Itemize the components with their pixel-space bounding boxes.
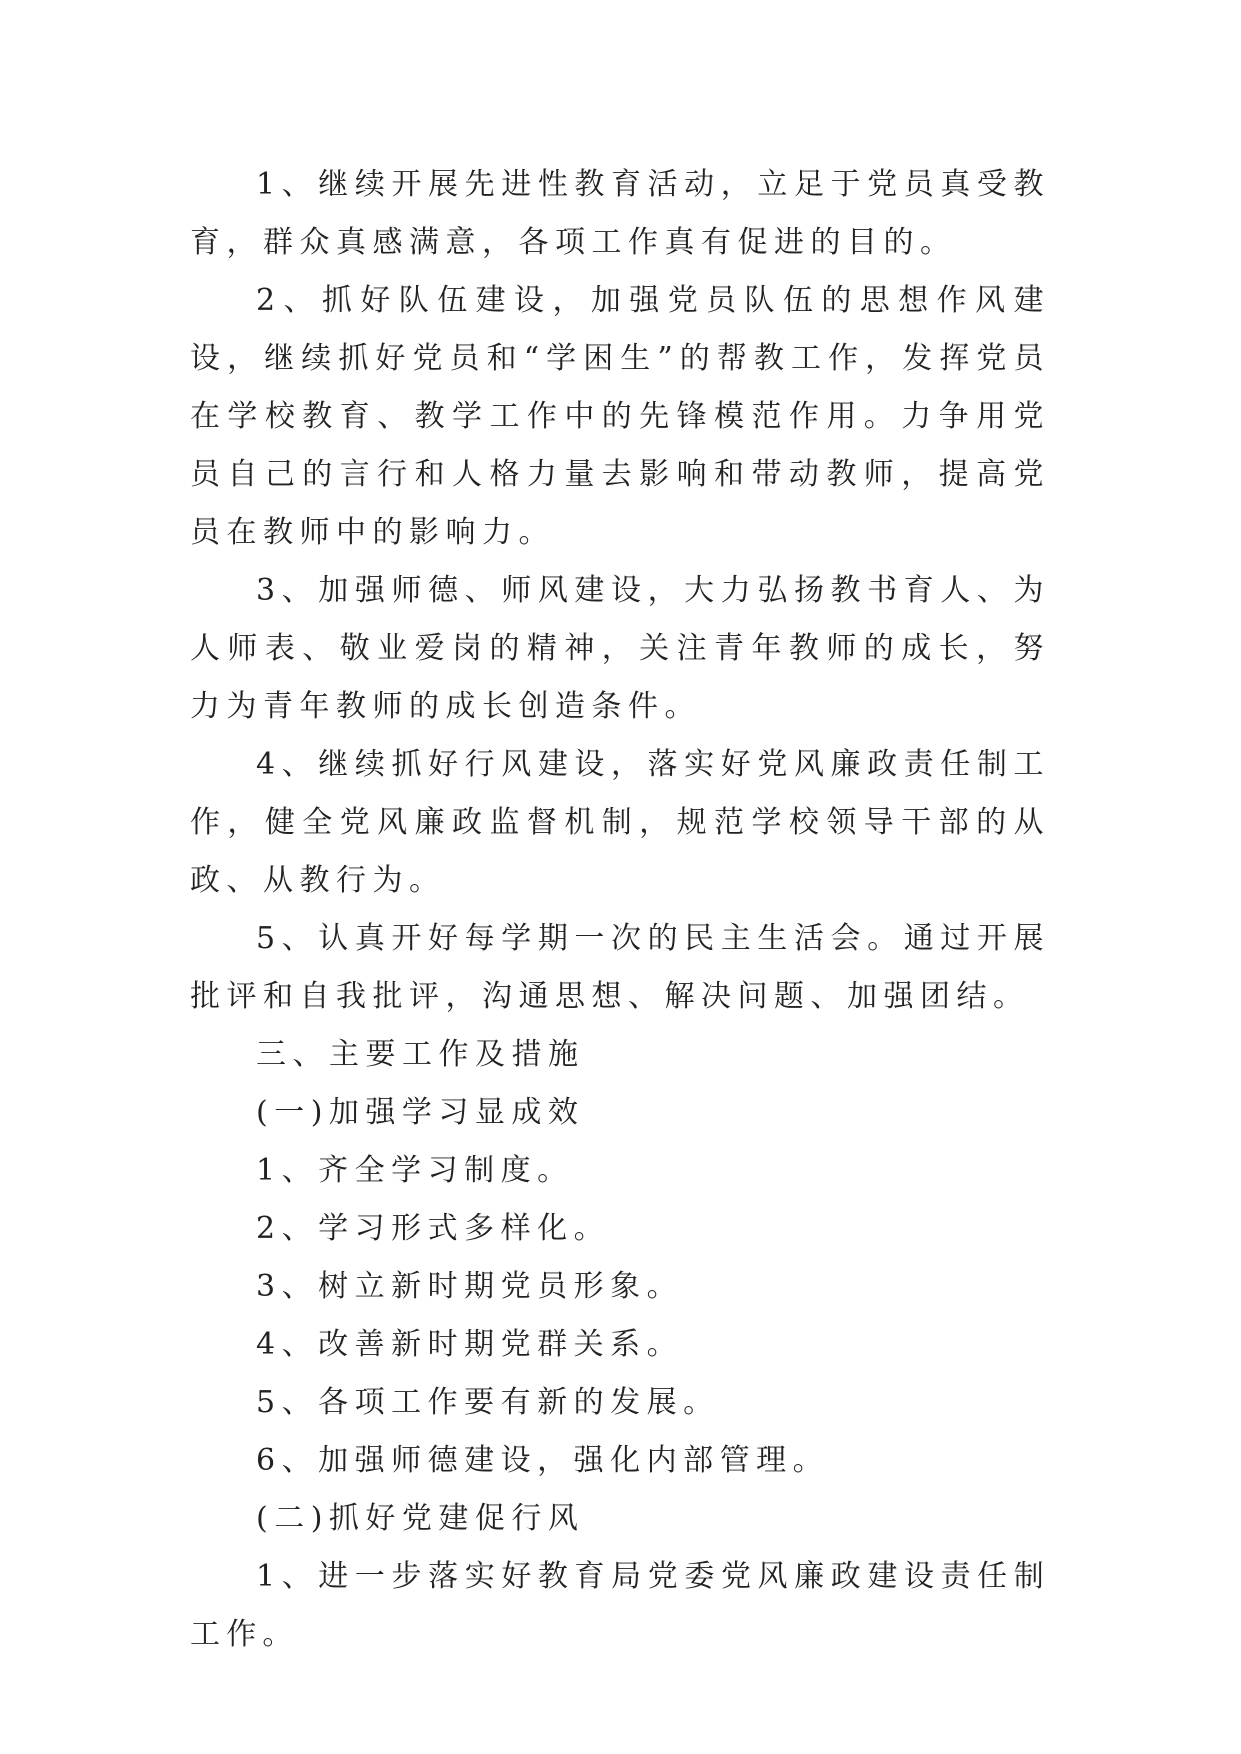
paragraph-3: 3、加强师德、师风建设，大力弘扬教书育人、为人师表、敬业爱岗的精神，关注青年教师的成长，努力为青年教师的成长创造条件。 <box>190 573 1050 724</box>
list-item-1: 1、齐全学习制度。 <box>256 1153 574 1188</box>
paragraph-4: 4、继续抓好行风建设，落实好党风廉政责任制工作，健全党风廉政监督机制，规范学校领导干部的从政、从教行为。 <box>190 747 1050 898</box>
document-body <box>190 156 1050 1664</box>
list-item-2: 2、学习形式多样化。 <box>256 1211 611 1246</box>
list-item-5: 5、各项工作要有新的发展。 <box>256 1385 720 1420</box>
section-heading-3: 三、主要工作及措施 <box>256 1037 585 1072</box>
paragraph-5: 5、认真开好每学期一次的民主生活会。通过开展批评和自我批评，沟通思想、解决问题、加强团结。 <box>190 921 1050 1014</box>
subsection-heading-2: (二)抓好党建促行风 <box>256 1501 585 1536</box>
paragraph-1: 1、继续开展先进性教育活动，立足于党员真受教育，群众真感满意，各项工作真有促进的目的。 <box>190 167 1050 260</box>
list-item-3: 3、树立新时期党员形象。 <box>256 1269 684 1304</box>
list-item-4: 4、改善新时期党群关系。 <box>256 1327 684 1362</box>
list-item-6: 6、加强师德建设，强化内部管理。 <box>256 1443 830 1478</box>
list-item-7: 1、进一步落实好教育局党委党风廉政建设责任制工作。 <box>190 1559 1050 1652</box>
paragraph-2: 2、抓好队伍建设，加强党员队伍的思想作风建设，继续抓好党员和“学困生”的帮教工作，发挥党员在学校教育、教学工作中的先锋模范作用。力争用党员自己的言行和人格力量去影响和带动教师，提高党员在教师中的影响力。 <box>190 283 1050 550</box>
subsection-heading-1: (一)加强学习显成效 <box>256 1095 585 1130</box>
